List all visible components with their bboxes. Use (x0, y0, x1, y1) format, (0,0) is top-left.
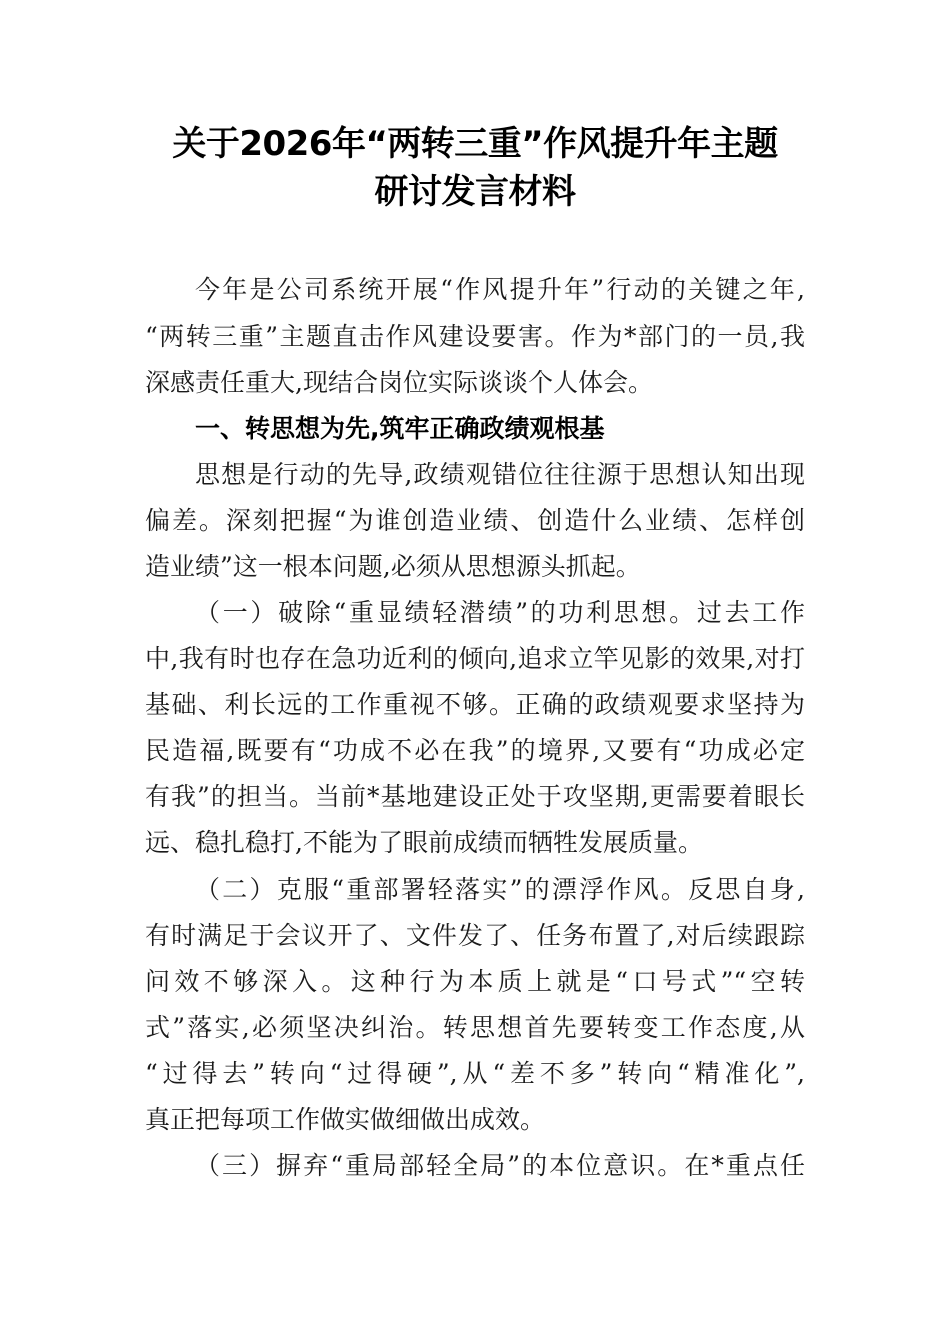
point-3-line: （三）摒弃“重局部轻全局”的本位意识。在*重点任 (195, 1151, 805, 1180)
point-2-line: 问效不够深入。这种行为本质上就是“口号式”“空转 (145, 967, 805, 996)
section-heading: 一、转思想为先,筑牢正确政绩观根基 (195, 414, 605, 443)
point-1-line: （一）破除“重显绩轻潜绩”的功利思想。过去工作 (195, 598, 805, 627)
intro-paragraph-line: 深感责任重大,现结合岗位实际谈谈个人体会。 (145, 368, 653, 397)
intro-paragraph-line: “两转三重”主题直击作风建设要害。作为*部门的一员,我 (145, 322, 805, 351)
point-1-line: 民造福,既要有“功成不必在我”的境界,又要有“功成必定 (145, 736, 805, 765)
point-2-line: 真正把每项工作做实做细做出成效。 (145, 1105, 546, 1134)
section-intro-line: 思想是行动的先导,政绩观错位往往源于思想认知出现 (195, 460, 805, 489)
point-1-line: 中,我有时也存在急功近利的倾向,追求立竿见影的效果,对打 (145, 644, 805, 673)
document-title-line-1: 关于2026年“两转三重”作风提升年主题 (172, 124, 778, 164)
section-intro-line: 偏差。深刻把握“为谁创造业绩、创造什么业绩、怎样创 (145, 506, 805, 535)
point-1-line: 有我”的担当。当前*基地建设正处于攻坚期,更需要着眼长 (145, 782, 805, 811)
point-2-line: “过得去”转向“过得硬”,从“差不多”转向“精准化”, (145, 1059, 805, 1088)
point-2-line: 有时满足于会议开了、文件发了、任务布置了,对后续跟踪 (145, 921, 805, 950)
point-2-line: 式”落实,必须坚决纠治。转思想首先要转变工作态度,从 (145, 1013, 805, 1042)
point-1-line: 远、稳扎稳打,不能为了眼前成绩而牺牲发展质量。 (145, 828, 703, 857)
section-intro-line: 造业绩”这一根本问题,必须从思想源头抓起。 (145, 552, 641, 581)
point-1-line: 基础、利长远的工作重视不够。正确的政绩观要求坚持为 (145, 690, 805, 719)
document-title-line-2: 研讨发言材料 (374, 172, 576, 212)
intro-paragraph-line: 今年是公司系统开展“作风提升年”行动的关键之年, (195, 275, 805, 304)
point-2-line: （二）克服“重部署轻落实”的漂浮作风。反思自身, (195, 875, 805, 904)
